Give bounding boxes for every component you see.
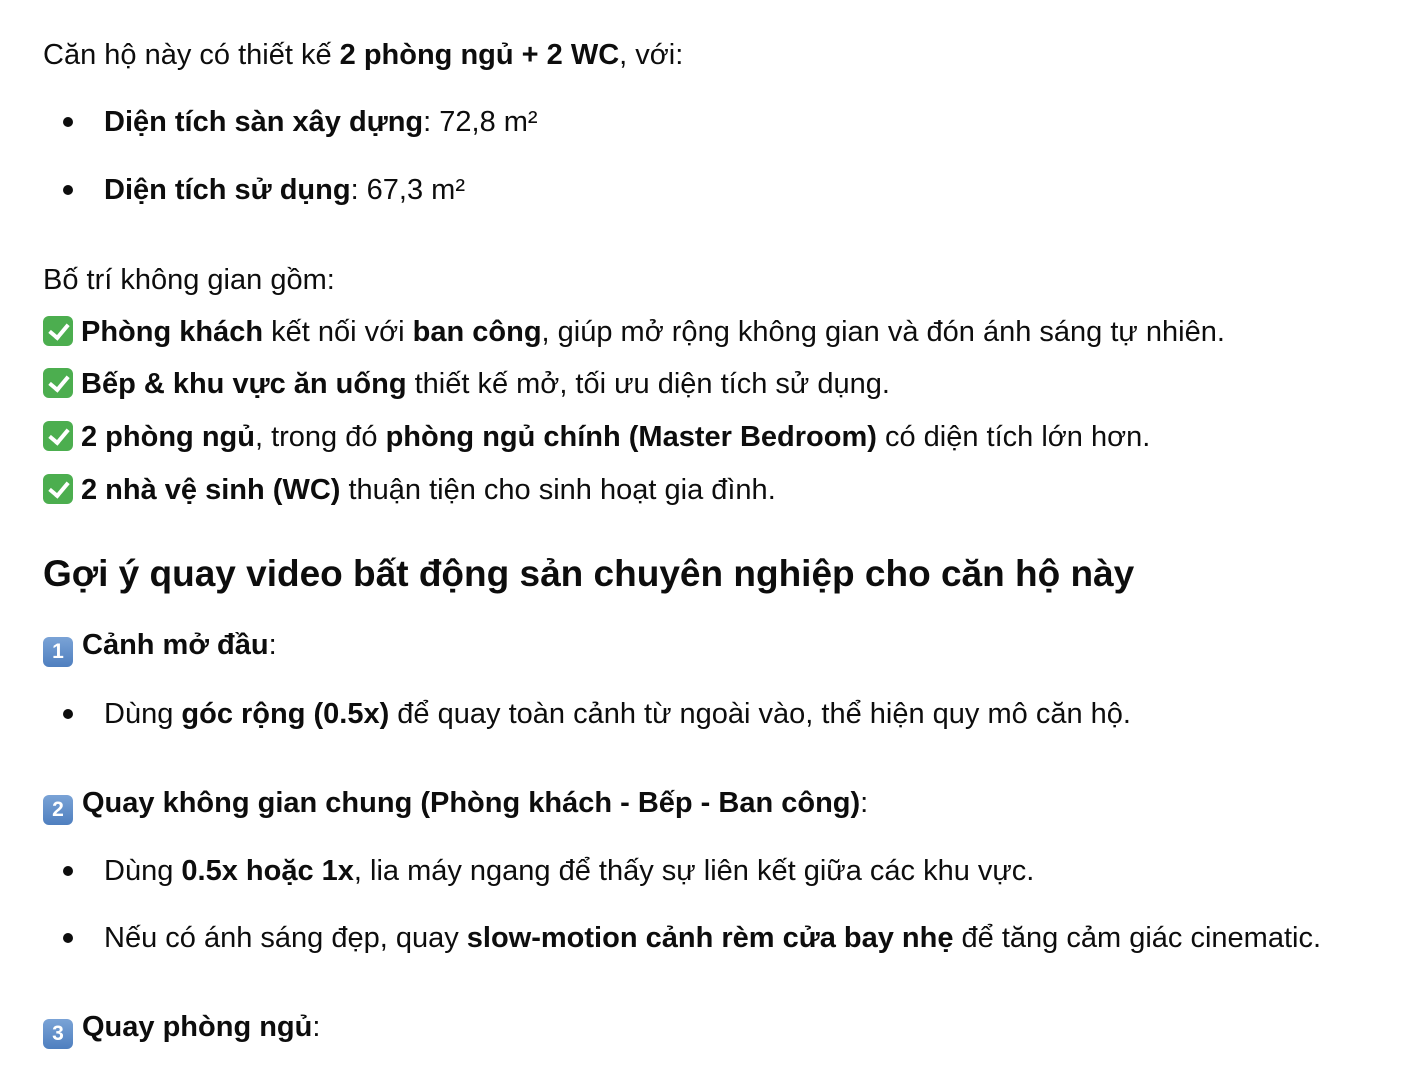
bullet-dot — [63, 933, 73, 943]
item-bold: Bếp & khu vực ăn uống — [81, 368, 407, 400]
item-text: Nếu có ánh sáng đẹp, quay — [104, 922, 467, 954]
step-title-text: Cảnh mở đầu — [82, 629, 269, 661]
item-text: thuận tiện cho sinh hoạt gia đình. — [340, 474, 776, 506]
intro-suffix: , với: — [619, 39, 684, 71]
area-value: : 72,8 m² — [423, 106, 538, 138]
area-label: Diện tích sử dụng — [104, 174, 351, 206]
item-text: , lia máy ngang để thấy sự liên kết giữa các khu vực. — [353, 855, 1035, 887]
area-label: Diện tích sàn xây dựng — [104, 106, 424, 138]
check-mark-icon — [43, 474, 73, 504]
item-text: có diện tích lớn hơn. — [876, 421, 1151, 453]
list-item — [43, 472, 776, 508]
item-bold: 2 phòng ngủ — [81, 421, 255, 453]
step-title-text: Quay không gian chung (Phòng khách - Bếp - Ban công) — [82, 787, 861, 819]
bullet-dot — [63, 185, 73, 195]
item-text: kết nối với — [263, 316, 413, 348]
keycap-number-icon: 1 — [43, 637, 73, 667]
item-text: Dùng — [104, 855, 182, 887]
area-value: : 67,3 m² — [350, 174, 465, 206]
item-text: Dùng — [104, 698, 182, 730]
item-text: thiết kế mở, tối ưu diện tích sử dụng. — [406, 368, 890, 400]
step-title — [43, 1009, 320, 1049]
check-mark-icon — [43, 316, 73, 346]
keycap-number-icon: 2 — [43, 795, 73, 825]
item-text: để tăng cảm giác cinematic. — [953, 922, 1322, 954]
check-mark-icon — [43, 368, 73, 398]
keycap-number-icon: 3 — [43, 1019, 73, 1049]
bullet-dot — [63, 709, 73, 719]
list-item — [43, 314, 1225, 350]
item-bold: phòng ngủ chính (Master Bedroom) — [385, 421, 877, 453]
intro-prefix: Căn hộ này có thiết kế — [43, 39, 340, 71]
item-bold: slow-motion cảnh rèm cửa bay nhẹ — [466, 922, 954, 954]
intro-bold: 2 phòng ngủ + 2 WC — [339, 39, 620, 71]
item-bold: góc rộng (0.5x) — [181, 698, 390, 730]
list-item — [43, 419, 1150, 455]
step-title — [43, 627, 277, 667]
item-text: , trong đó — [254, 421, 386, 453]
step-title-suffix: : — [268, 629, 277, 661]
item-bold: ban công — [412, 316, 542, 348]
step-title-suffix: : — [860, 787, 869, 819]
intro-paragraph — [43, 37, 683, 73]
item-bold: Phòng khách — [81, 316, 264, 348]
bullet-dot — [63, 866, 73, 876]
check-mark-icon — [43, 421, 73, 451]
section-heading: Gợi ý quay video bất động sản chuyên nghiệp cho căn hộ này — [43, 553, 1135, 594]
step-title — [43, 785, 868, 825]
step-title-suffix: : — [312, 1011, 321, 1043]
layout-title: Bố trí không gian gồm: — [43, 264, 335, 296]
item-text: , giúp mở rộng không gian và đón ánh sáng tự nhiên. — [541, 316, 1225, 348]
item-bold: 2 nhà vệ sinh (WC) — [81, 474, 341, 506]
list-item — [43, 366, 890, 402]
step-title-text: Quay phòng ngủ — [82, 1011, 313, 1043]
item-text: để quay toàn cảnh từ ngoài vào, thể hiện quy mô căn hộ. — [389, 698, 1131, 730]
bullet-dot — [63, 117, 73, 127]
item-bold: 0.5x hoặc 1x — [181, 855, 354, 887]
